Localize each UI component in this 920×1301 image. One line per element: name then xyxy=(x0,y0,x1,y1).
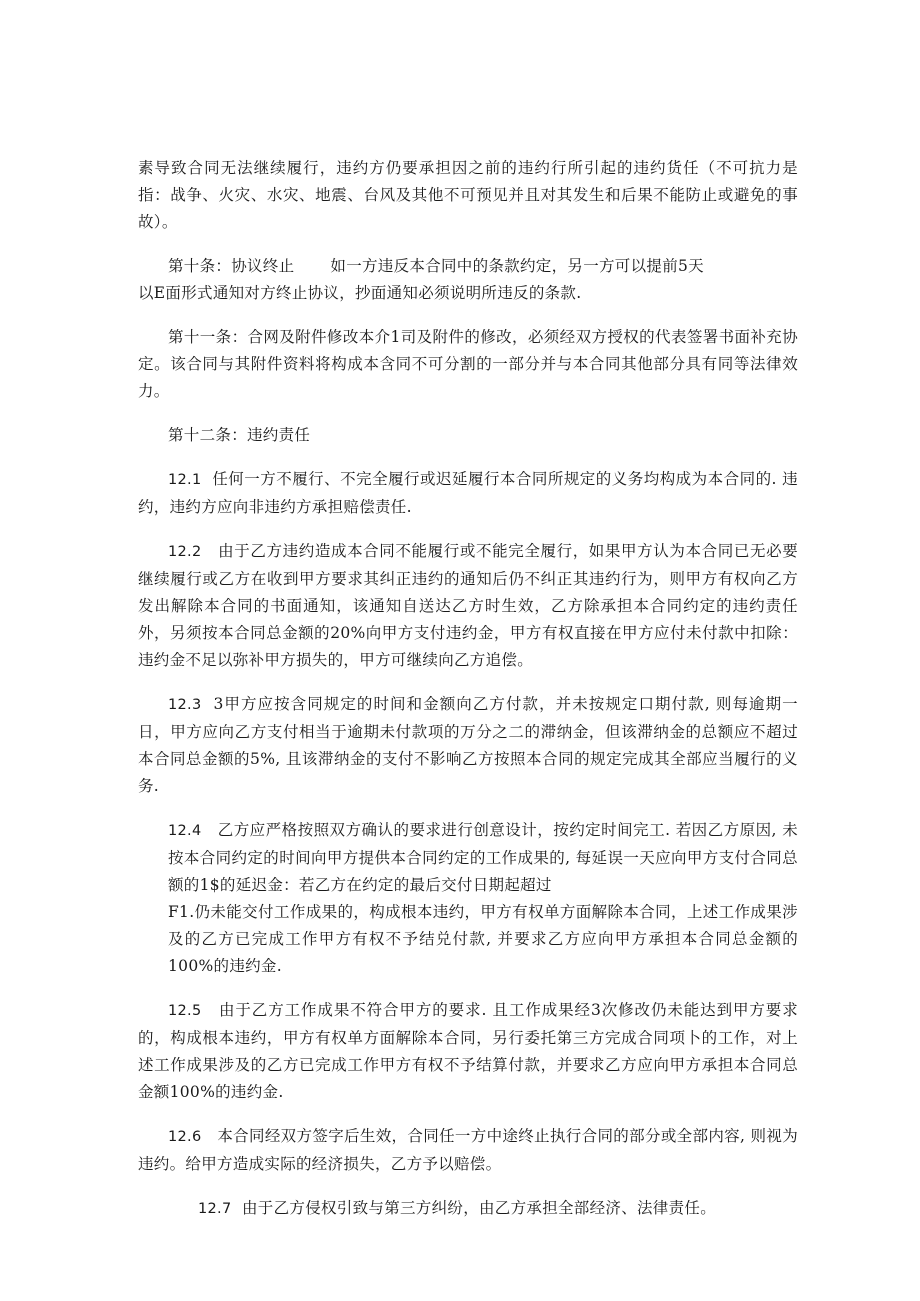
article-12-title-text: 第十二条：违约责任 xyxy=(168,426,311,444)
paragraph-text: 素导致合同无法继续履行，违约方仍要承担因之前的违约行所引起的违约货任（不可抗力是指：战争、火灾、水灾、地震、台风及其他不可预见并且对其发生和后果不能防止或避免的事故）。 xyxy=(138,159,798,231)
clause-12-7 xyxy=(138,1195,798,1223)
clause-number: 12.7 xyxy=(198,1201,232,1217)
clause-12-4 xyxy=(138,817,798,980)
article-11 xyxy=(138,324,798,405)
clause-number: 12.2 xyxy=(168,544,202,560)
clause-text: 任何一方不履行、不完全履行或迟延履行本合同所规定的义务均构成为本合同的. 违约，违约方应向非违约方承担赔偿责任. xyxy=(138,470,798,516)
article-10 xyxy=(138,253,798,307)
article-10-line-1 xyxy=(138,253,798,280)
clause-12-5 xyxy=(138,997,798,1106)
article-10-text-2: 以E面形式通知对方终止协议，抄面通知必须说明所违反的条款. xyxy=(138,284,582,302)
clause-12-3 xyxy=(138,691,798,800)
article-10-text-1: 如一方违反本合同中的条款约定，另一方可以提前5天 xyxy=(330,257,704,275)
clause-12-1 xyxy=(138,466,798,521)
article-11-text: 第十一条：合网及附件修改本介1司及附件的修改，必须经双方授权的代表签署书面补充协定。该合同与其附件资料将构成本含同不可分割的一部分并与本合同其他部分具有同等法律效力。 xyxy=(138,328,798,400)
clause-12-4-part-b: F1.仍未能交付工作成果的，构成根本违约，甲方有权单方面解除本合同，上述工作成果涉及的乙方已完成工作甲方有权不予结兑付款, 并要求乙方应向甲方承担本合同总金额的100%的违约金. xyxy=(168,903,798,975)
clause-number: 12.6 xyxy=(168,1129,202,1145)
paragraph-force-majeure xyxy=(138,155,798,236)
clause-12-4-part-a xyxy=(138,817,798,899)
article-10-title: 第十条：协议终止 xyxy=(168,257,295,275)
clause-number: 12.1 xyxy=(168,472,202,488)
clause-number: 12.5 xyxy=(168,1003,202,1019)
clause-text: 由于乙方工作成果不符合甲方的要求. 且工作成果经3次修改仍未能达到甲方要求的，构成根本违约，甲方有权单方面解除本合同，另行委托第三方完成合同项卜的工作，对上述工作成果涉及的乙方已完成工作甲方有权不予结算付款，并要求乙方应向甲方承担本合同总金额100%的违约金. xyxy=(138,1001,798,1101)
clause-text: 本合同经双方签字后生效，合同任一方中途终止执行合同的部分或全部内容, 则视为违约。给甲方造成实际的经济损失，乙方予以赔偿。 xyxy=(138,1127,798,1173)
article-12-title xyxy=(138,422,798,449)
clause-number: 12.3 xyxy=(168,697,202,713)
clause-text: 由于乙方违约造成本合同不能履行或不能完全履行，如果甲方认为本合同已无必要继续履行或乙方在收到甲方要求其纠正违约的通知后仍不纠正其违约行为，则甲方有权向乙方发出解除本合同的书面通知，该通知自送达乙方时生效，乙方除承担本合同约定的违约责任外，另须按本合同总金额的20%向甲方支付违约金，甲方有权直接在甲方应付未付款中扣除：违约金不足以弥补甲方损失的，甲方可继续向乙方追偿。 xyxy=(138,542,798,669)
clause-12-6 xyxy=(138,1123,798,1178)
clause-number: 12.4 xyxy=(168,823,202,839)
clause-12-2 xyxy=(138,538,798,674)
clause-text: 由于乙方侵权引致与第三方纠纷，由乙方承担全部经济、法律责任。 xyxy=(242,1199,717,1217)
clause-text: 乙方应严格按照双方确认的要求进行创意设计，按约定时间完工. 若因乙方原因, 未按本合同约定的时间向甲方提供本合同约定的工作成果的, 每延误一天应向甲方支付合同总额的1$的延迟金：若乙方在约定的最后交付日期起超过 xyxy=(168,821,798,894)
document-page xyxy=(138,155,798,1240)
clause-text: 3甲方应按含同规定的时间和金额向乙方付款，并未按规定口期付款, 则每逾期一日，甲方应向乙方支付相当于逾期未付款项的万分之二的滞纳金，但该滞纳金的总额应不超过本合同总金额的5%, 且该滞纳金的支付不影响乙方按照本合同的规定完成其全部应当履行的义务. xyxy=(138,695,798,795)
